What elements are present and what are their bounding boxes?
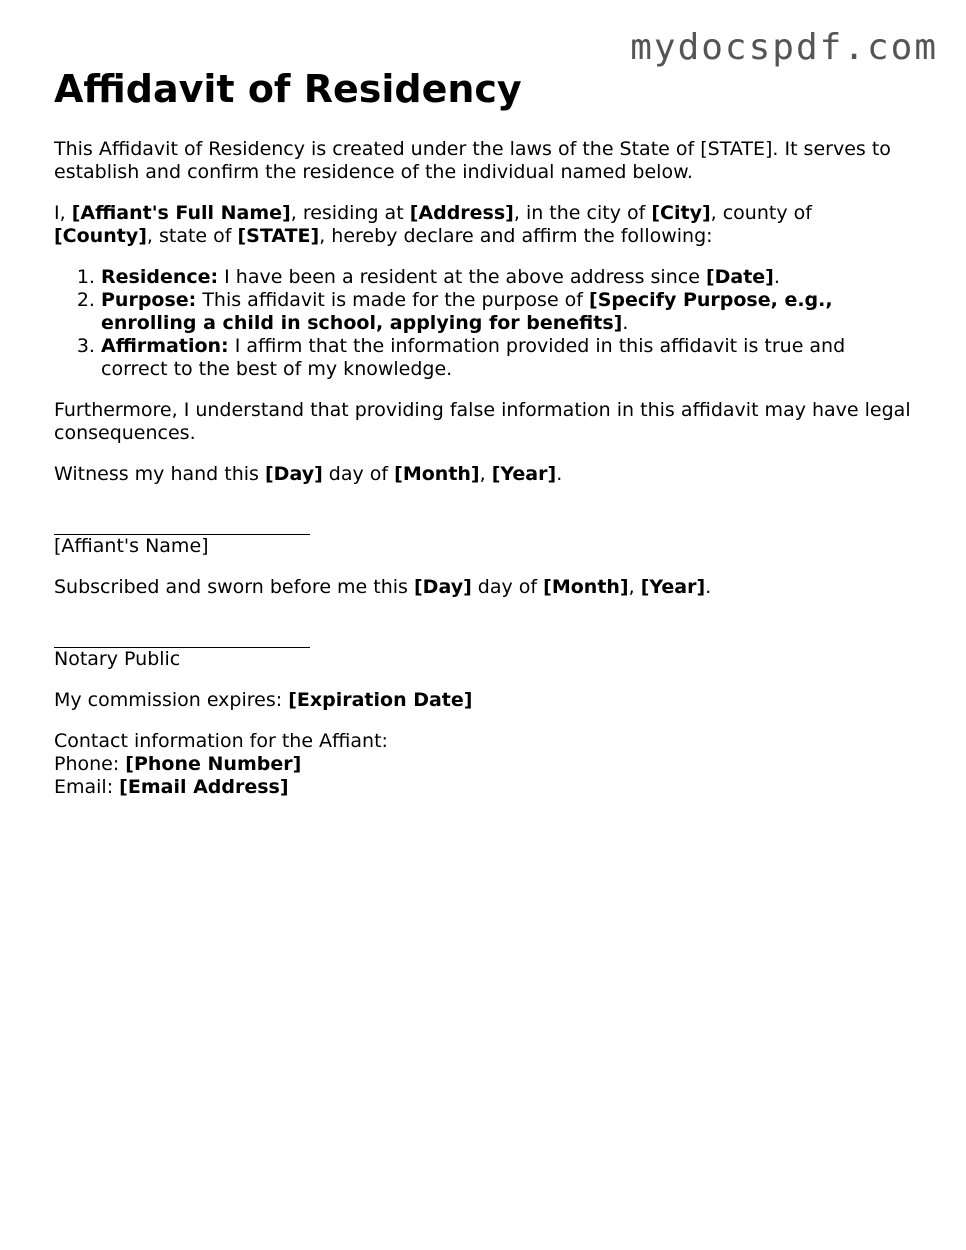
notary-signature-block <box>54 629 916 671</box>
item-field: [Specify Purpose, e.g., enrolling a child in school, applying for benefits] <box>101 288 833 334</box>
furthermore-paragraph: Furthermore, I understand that providing false information in this affidavit may have legal consequences. <box>54 398 911 444</box>
year-field: [Year] <box>491 462 557 485</box>
month-field: [Month] <box>543 575 629 598</box>
commission-paragraph <box>54 689 916 712</box>
affiant-name-field: [Affiant's Full Name] <box>71 201 291 224</box>
state-field: [STATE] <box>237 224 320 247</box>
item-label: Residence: <box>101 265 219 288</box>
sworn-text: day of <box>471 575 544 598</box>
item-end: . <box>773 265 780 288</box>
list-item <box>101 266 916 289</box>
address-field: [Address] <box>409 201 514 224</box>
sworn-text: , <box>628 575 641 598</box>
affiant-signature-label: [Affiant's Name] <box>54 534 209 557</box>
item-text: I have been a resident at the above address since <box>218 265 706 288</box>
item-text: This affidavit is made for the purpose of <box>196 288 590 311</box>
declaration-text: , in the city of <box>513 201 652 224</box>
declaration-text: I, <box>54 201 72 224</box>
item-field: [Date] <box>705 265 774 288</box>
list-item <box>101 335 916 381</box>
list-item <box>101 289 916 335</box>
witness-paragraph <box>54 463 916 486</box>
affirmation-list <box>54 266 916 381</box>
witness-text: Witness my hand this <box>54 462 265 485</box>
county-field: [County] <box>54 224 147 247</box>
city-field: [City] <box>651 201 711 224</box>
declaration-text: , county of <box>710 201 812 224</box>
document-page <box>54 68 916 817</box>
day-field: [Day] <box>265 462 323 485</box>
commission-label: My commission expires: <box>54 688 289 711</box>
sworn-text: . <box>705 575 712 598</box>
item-end: . <box>622 311 629 334</box>
declaration-text: , hereby declare and affirm the following: <box>319 224 713 247</box>
intro-paragraph: This Affidavit of Residency is created under the laws of the State of [STATE]. It serves to establish and confirm the residence of the individual named below. <box>54 137 891 183</box>
notary-label: Notary Public <box>54 647 181 670</box>
item-text: I affirm that the information provided in this affidavit is true and correct to the best of my knowledge. <box>101 334 846 380</box>
phone-label: Phone: <box>54 752 126 775</box>
witness-text: day of <box>322 462 395 485</box>
watermark: mydocspdf.com <box>630 27 938 68</box>
sworn-paragraph <box>54 576 916 599</box>
sworn-text: Subscribed and sworn before me this <box>54 575 414 598</box>
witness-text: . <box>556 462 563 485</box>
declaration-text: , residing at <box>290 201 410 224</box>
email-label: Email: <box>54 775 120 798</box>
declaration-text: , state of <box>146 224 238 247</box>
affiant-signature-line <box>54 516 310 535</box>
document-title: Affidavit of Residency <box>54 67 522 111</box>
contact-heading: Contact information for the Affiant: <box>54 729 388 752</box>
expiration-date-field: [Expiration Date] <box>288 688 473 711</box>
month-field: [Month] <box>394 462 480 485</box>
contact-block <box>54 730 916 799</box>
email-field: [Email Address] <box>119 775 289 798</box>
witness-text: , <box>479 462 492 485</box>
phone-field: [Phone Number] <box>125 752 302 775</box>
year-field: [Year] <box>640 575 706 598</box>
notary-signature-line <box>54 629 310 648</box>
item-label: Affirmation: <box>101 334 229 357</box>
item-label: Purpose: <box>101 288 197 311</box>
affiant-signature-block <box>54 516 916 558</box>
day-field: [Day] <box>414 575 472 598</box>
declaration-paragraph <box>54 202 916 248</box>
